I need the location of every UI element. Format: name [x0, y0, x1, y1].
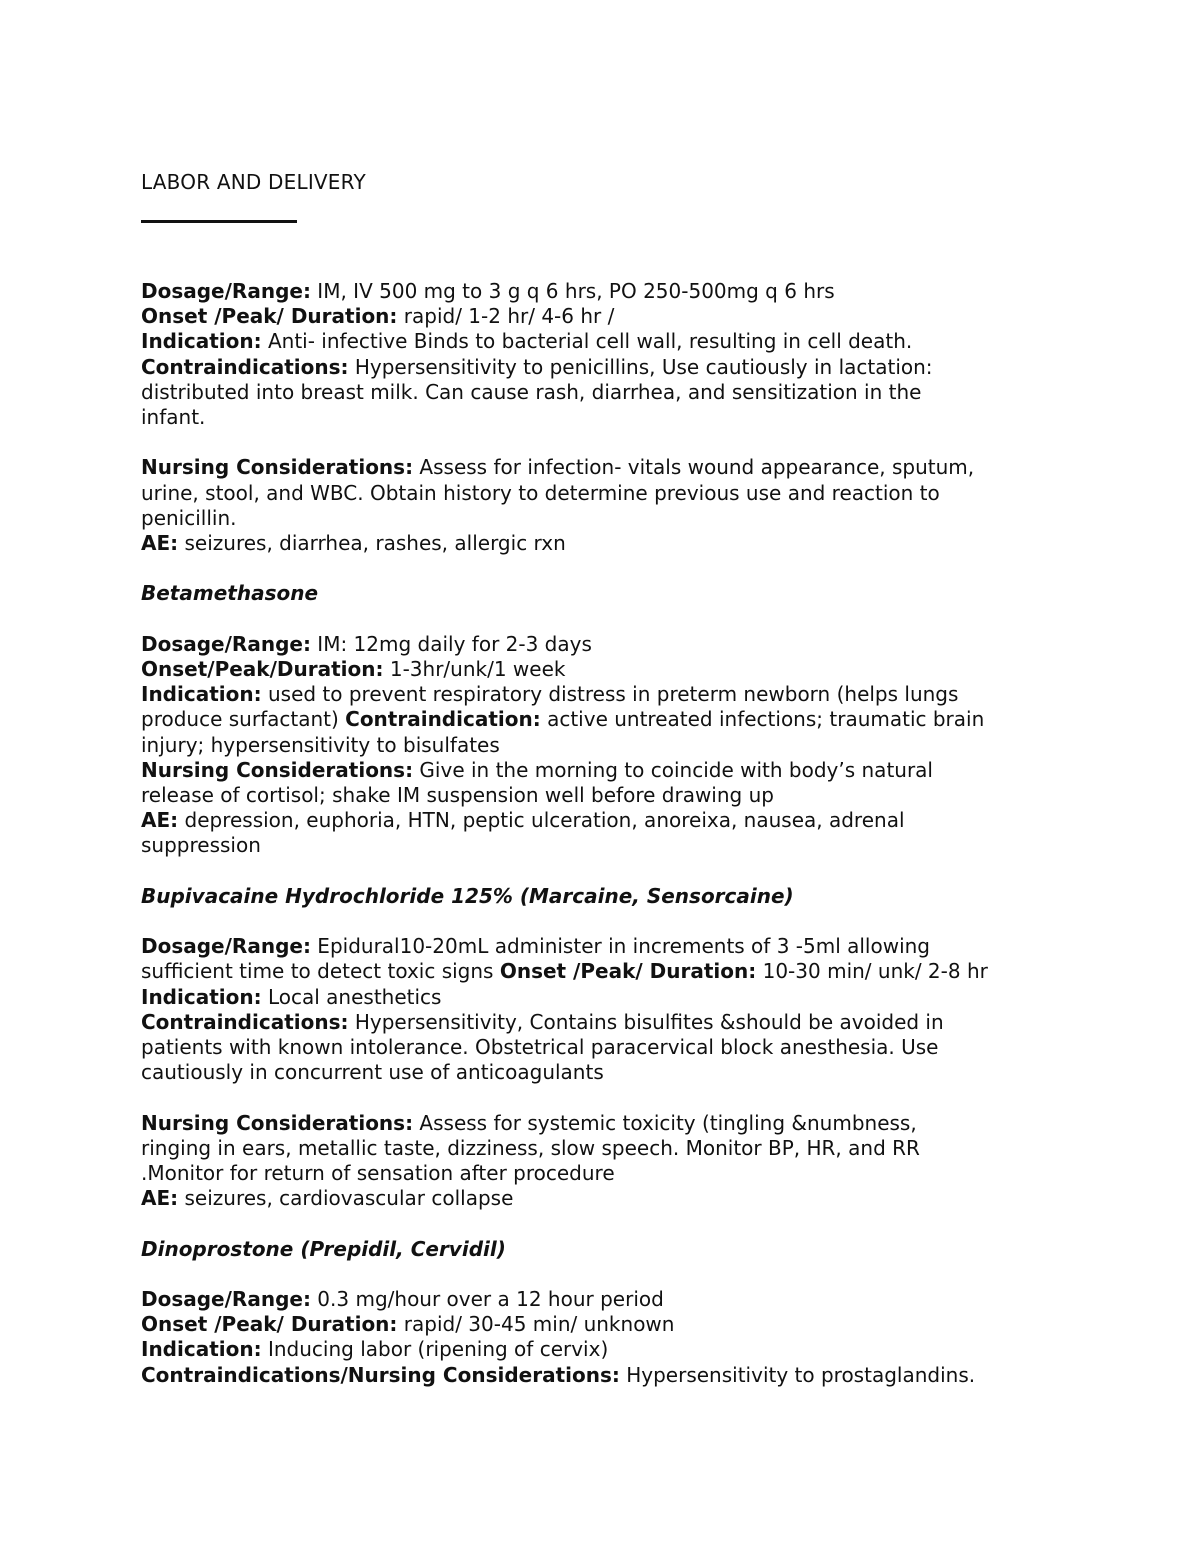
- onset-value: 1-3hr/unk/1 week: [383, 657, 566, 681]
- onset-label: Onset/Peak/Duration:: [141, 657, 384, 681]
- contraindication-value: Hypersensitivity to prostaglandins.: [619, 1362, 976, 1387]
- dosage-line: [141, 934, 1081, 959]
- dosage-label: Dosage/Range:: [141, 279, 311, 303]
- onset-line: [141, 304, 1081, 329]
- dosage-label: Dosage/Range:: [141, 934, 311, 959]
- ae-line: suppression: [141, 833, 261, 858]
- ae-label: AE:: [141, 531, 179, 556]
- indication-line: [141, 682, 1081, 707]
- onset-label: Onset /Peak/ Duration:: [141, 304, 398, 329]
- dosage-value: IM, IV 500 mg to 3 g q 6 hrs, PO 250-500mg q 6 hrs: [310, 279, 835, 303]
- contraindication-label: Contraindication:: [345, 707, 541, 732]
- nursing-line: release of cortisol; shake IM suspension well before drawing up: [141, 783, 774, 808]
- document-content: [141, 168, 1081, 1388]
- drug-section-1: [141, 279, 1081, 556]
- nursing-value: Assess for infection- vitals wound appearance, sputum,: [413, 455, 975, 480]
- contraindication-line: patients with known intolerance. Obstetrical paracervical block anesthesia. Use: [141, 1035, 939, 1060]
- contraindication-line: cautiously in concurrent use of anticoagulants: [141, 1060, 604, 1085]
- indication-line: [141, 1337, 1081, 1362]
- indication-label: Indication:: [141, 329, 262, 354]
- contraindication-value: active untreated infections; traumatic brain: [540, 707, 985, 732]
- nursing-line: .Monitor for return of sensation after procedure: [141, 1161, 615, 1186]
- nursing-line: [141, 455, 1081, 480]
- dosage-value: sufficient time to detect toxic signs: [141, 959, 500, 984]
- ae-line: [141, 531, 1081, 556]
- indication-value: used to prevent respiratory distress in preterm newborn (helps lungs: [261, 682, 959, 707]
- onset-value: 10-30 min/ unk/ 2-8 hr: [756, 959, 988, 984]
- dosage-value: IM: 12mg daily for 2-3 days: [310, 631, 592, 656]
- drug-name: Dinoprostone (Prepidil, Cervidil): [141, 1236, 506, 1261]
- ae-label: AE:: [141, 1186, 179, 1211]
- dosage-value: Epidural10-20mL administer in increments of 3 -5ml allowing: [310, 934, 931, 959]
- dosage-line: [141, 1287, 1081, 1312]
- nursing-line: penicillin.: [141, 505, 237, 530]
- nursing-value: Give in the morning to coincide with body’s natural: [413, 757, 933, 782]
- dosage-line: [141, 632, 1081, 657]
- contraindication-value: Hypersensitivity, Contains bisulfites &should be avoided in: [348, 1009, 944, 1034]
- dosage-label: Dosage/Range:: [141, 1287, 311, 1311]
- drug-name: Betamethasone: [141, 581, 319, 606]
- onset-line: [141, 657, 1081, 682]
- contraindication-label: Contraindications/Nursing Considerations:: [141, 1362, 620, 1387]
- nursing-value: Assess for systemic toxicity (tingling &numbness,: [413, 1110, 917, 1135]
- onset-line: [141, 1312, 1081, 1337]
- onset-label: Onset /Peak/ Duration:: [499, 959, 757, 984]
- dosage-value: 0.3 mg/hour over a 12 hour period: [310, 1287, 664, 1311]
- contraindication-line: infant.: [141, 405, 206, 430]
- dosage-line: [141, 959, 1081, 984]
- nursing-line: [141, 1111, 1081, 1136]
- onset-value: rapid/ 30-45 min/ unknown: [397, 1312, 675, 1337]
- indication-value: Inducing labor (ripening of cervix): [261, 1337, 609, 1362]
- dosage-label: Dosage/Range:: [141, 631, 311, 656]
- indication-line: [141, 985, 1081, 1010]
- indication-label: Indication:: [141, 682, 262, 707]
- drug-section-3: [141, 884, 1081, 1212]
- ae-value: seizures, cardiovascular collapse: [178, 1186, 514, 1211]
- indication-label: Indication:: [141, 984, 262, 1009]
- onset-value: rapid/ 1-2 hr/ 4-6 hr /: [397, 304, 615, 329]
- nursing-label: Nursing Considerations:: [141, 1110, 414, 1135]
- ae-line: [141, 808, 1081, 833]
- contraindication-line: [141, 1010, 1081, 1035]
- contraindication-value: Hypersensitivity to penicillins, Use cautiously in lactation:: [348, 354, 933, 379]
- contraindication-label: Contraindications:: [141, 1009, 349, 1034]
- ae-value: depression, euphoria, HTN, peptic ulceration, anoreixa, nausea, adrenal: [178, 808, 905, 833]
- indication-value: produce surfactant): [141, 707, 346, 732]
- indication-line: [141, 329, 1081, 354]
- indication-line: [141, 707, 1081, 732]
- nursing-label: Nursing Considerations:: [141, 757, 414, 782]
- dosage-line: [141, 279, 1081, 304]
- contraindication-line: [141, 1363, 1081, 1388]
- indication-value: Anti- infective Binds to bacterial cell wall, resulting in cell death.: [261, 329, 913, 354]
- onset-label: Onset /Peak/ Duration:: [141, 1312, 398, 1337]
- indication-label: Indication:: [141, 1337, 262, 1362]
- indication-value: Local anesthetics: [261, 984, 442, 1009]
- nursing-label: Nursing Considerations:: [141, 455, 414, 480]
- drug-section-2: [141, 581, 1081, 858]
- drug-name: Bupivacaine Hydrochloride 125% (Marcaine, Sensorcaine): [141, 883, 794, 908]
- contraindication-line: [141, 355, 1081, 380]
- nursing-line: [141, 758, 1081, 783]
- nursing-line: ringing in ears, metallic taste, dizziness, slow speech. Monitor BP, HR, and RR: [141, 1135, 920, 1160]
- ae-label: AE:: [141, 808, 179, 833]
- drug-section-4: [141, 1237, 1081, 1388]
- ae-value: seizures, diarrhea, rashes, allergic rxn: [178, 531, 566, 556]
- contraindication-line: injury; hypersensitivity to bisulfates: [141, 732, 500, 757]
- ae-line: [141, 1186, 1081, 1211]
- nursing-line: urine, stool, and WBC. Obtain history to determine previous use and reaction to: [141, 480, 940, 505]
- contraindication-line: distributed into breast milk. Can cause rash, diarrhea, and sensitization in the: [141, 379, 922, 404]
- page-title: LABOR AND DELIVERY: [141, 170, 366, 194]
- contraindication-label: Contraindications:: [141, 354, 349, 379]
